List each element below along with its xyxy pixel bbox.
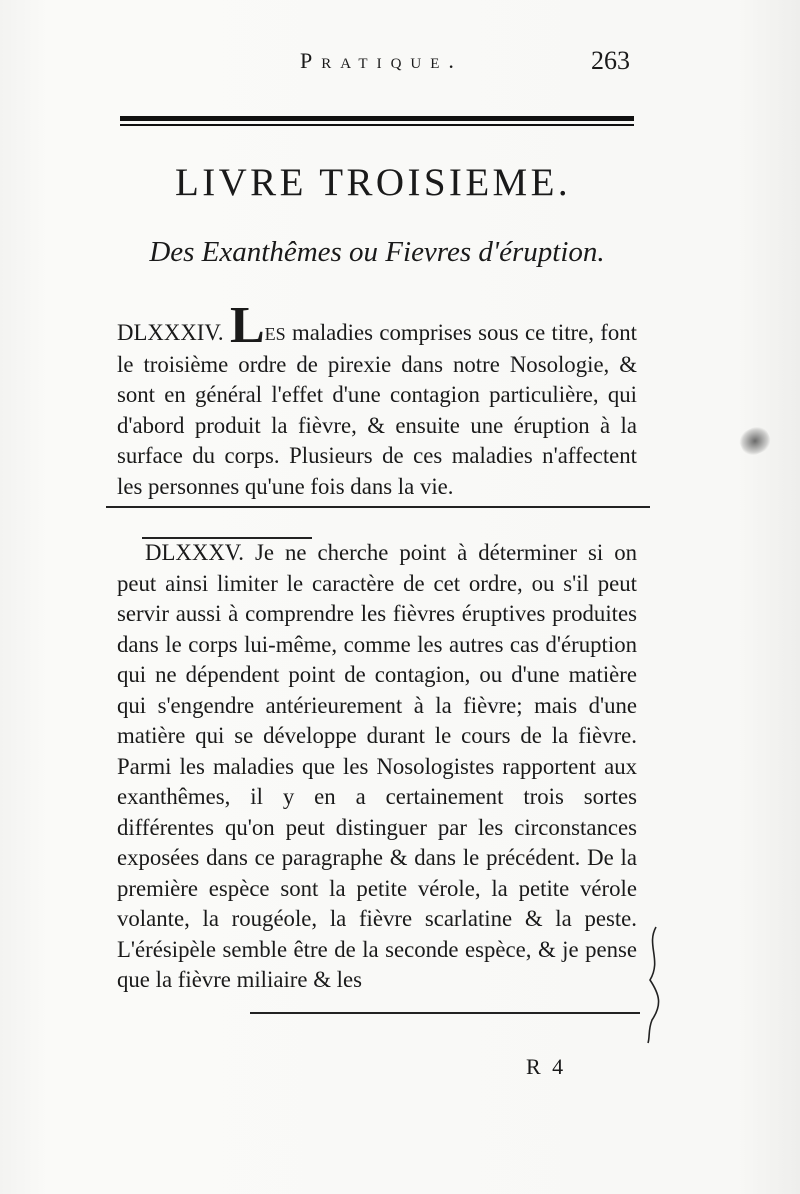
- drop-cap: L: [229, 297, 265, 354]
- section-title: Des Exanthêmes ou Fievres d'éruption.: [149, 236, 605, 268]
- header-rule-thick: [120, 116, 634, 121]
- book-title: LIVRE TROISIEME.: [175, 161, 571, 204]
- paragraph-dlxxxiv: [117, 297, 637, 502]
- ink-smudge: [736, 423, 774, 459]
- paragraph-text: Je ne cherche point à déterminer si on peut ainsi limiter le caractère de cet ordre, ou s'il peut servir aussi à comprendre les fièvres éruptives produites dans le corps lui-même, comme les autres cas d'éruption qui ne dépendent point de contagion, ou d'une matière qui s'engendre antérieurement à la fièvre; mais d'une matière qui se développe durant le cours de la fièvre. Parmi les maladies que les Nosologistes rapportent aux exanthêmes, il y en a certainement trois sortes différentes qu'on peut distinguer par les circonstances exposées dans ce paragraphe & dans le précédent. De la première espèce sont la petite vérole, la petite vérole volante, la rougéole, la fièvre scarlatine & la peste. L'érésipèle semble être de la seconde espèce, & je pense que la fièvre miliaire & les: [117, 540, 637, 992]
- initial-caps: ES: [264, 324, 286, 344]
- handwritten-underline: [106, 506, 650, 508]
- signature-mark: R 4: [526, 1054, 567, 1079]
- page-number: 263: [591, 46, 630, 75]
- paragraph-number: DLXXXIV.: [117, 320, 224, 345]
- paragraph-dlxxxv: [117, 538, 637, 996]
- running-head: Pratique.: [300, 48, 463, 73]
- handwritten-bracket: [642, 925, 666, 1045]
- header-rule-thin: [120, 124, 634, 126]
- paragraph-number: DLXXXV.: [145, 540, 245, 565]
- handwritten-underline: [250, 1012, 640, 1014]
- paragraph-text: maladies comprises sous ce titre, font le troisième ordre de pirexie dans notre Nosologie, & sont en général l'effet d'une contagion particulière, qui d'abord produit la fièvre, & ensuite une éruption à la surface du corps. Plusieurs de ces maladies n'affectent les personnes qu'une fois dans la vie.: [117, 320, 637, 499]
